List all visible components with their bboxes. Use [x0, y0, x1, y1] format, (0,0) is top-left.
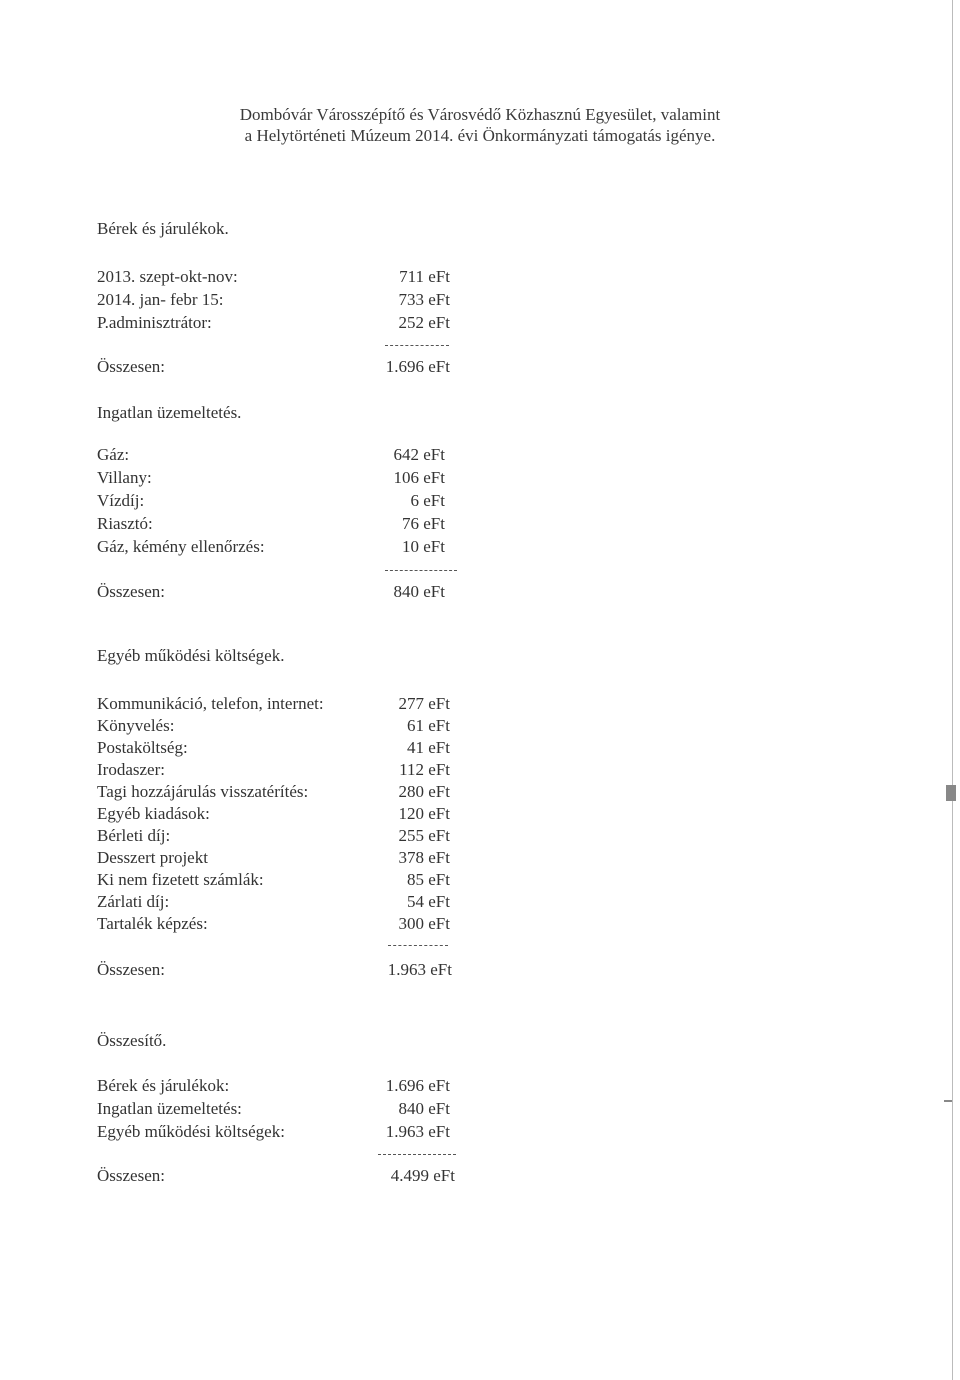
egyeb-total-amount: 1.963 eFt — [387, 960, 452, 979]
ingatlan-item-label: Vízdíj: — [97, 491, 145, 510]
berek-item-amount: 252 eFt — [398, 313, 450, 332]
ingatlan-item-label: Riasztó: — [97, 514, 153, 533]
berek-item-label: 2013. szept-okt-nov: — [97, 267, 238, 286]
section-heading-ingatlan: Ingatlan üzemeltetés. — [97, 403, 242, 422]
osszesito-item-label: Egyéb működési költségek: — [97, 1122, 285, 1141]
ingatlan-total-amount: 840 eFt — [393, 582, 445, 601]
egyeb-item-amount: 41 eFt — [407, 738, 450, 757]
berek-item-label: 2014. jan- febr 15: — [97, 290, 224, 309]
section-heading-osszesito: Összesítő. — [97, 1031, 167, 1050]
berek-total-label: Összesen: — [97, 357, 165, 376]
berek-item-label: P.adminisztrátor: — [97, 313, 212, 332]
ingatlan-total-label: Összesen: — [97, 582, 165, 601]
egyeb-item-amount: 300 eFt — [398, 914, 450, 933]
egyeb-item-label: Desszert projekt — [97, 848, 208, 867]
egyeb-item-label: Tagi hozzájárulás visszatérítés: — [97, 782, 309, 801]
egyeb-item-label: Zárlati díj: — [97, 892, 170, 911]
egyeb-item-label: Postaköltség: — [97, 738, 188, 757]
scan-artifact — [944, 1100, 952, 1102]
ingatlan-item-amount: 642 eFt — [393, 445, 445, 464]
egyeb-item-amount: 255 eFt — [398, 826, 450, 845]
egyeb-item-amount: 112 eFt — [399, 760, 450, 779]
osszesito-total-amount: 4.499 eFt — [390, 1166, 455, 1185]
sum-divider — [385, 345, 449, 346]
berek-item-amount: 733 eFt — [398, 290, 450, 309]
osszesito-item-amount: 1.696 eFt — [385, 1076, 450, 1095]
ingatlan-item-amount: 106 eFt — [393, 468, 445, 487]
egyeb-item-amount: 54 eFt — [407, 892, 450, 911]
document-title — [180, 104, 780, 146]
egyeb-item-amount: 280 eFt — [398, 782, 450, 801]
sum-divider — [385, 570, 457, 571]
ingatlan-item-amount: 10 eFt — [402, 537, 445, 556]
ingatlan-item-label: Gáz, kémény ellenőrzés: — [97, 537, 265, 556]
scan-edge-line — [952, 0, 953, 1380]
ingatlan-item-label: Villany: — [97, 468, 152, 487]
berek-item-amount: 711 eFt — [399, 267, 450, 286]
egyeb-item-label: Kommunikáció, telefon, internet: — [97, 694, 324, 713]
egyeb-item-label: Irodaszer: — [97, 760, 165, 779]
egyeb-item-amount: 85 eFt — [407, 870, 450, 889]
egyeb-item-amount: 120 eFt — [398, 804, 450, 823]
section-heading-egyeb: Egyéb működési költségek. — [97, 646, 285, 665]
egyeb-item-label: Ki nem fizetett számlák: — [97, 870, 264, 889]
egyeb-item-label: Könyvelés: — [97, 716, 175, 735]
egyeb-item-amount: 277 eFt — [398, 694, 450, 713]
osszesito-item-amount: 840 eFt — [398, 1099, 450, 1118]
berek-total-amount: 1.696 eFt — [385, 357, 450, 376]
section-heading-berek: Bérek és járulékok. — [97, 219, 229, 238]
title-line-2: a Helytörténeti Múzeum 2014. évi Önkormányzati támogatás igénye. — [244, 126, 716, 145]
ingatlan-item-amount: 6 eFt — [410, 491, 445, 510]
sum-divider — [378, 1154, 456, 1155]
egyeb-item-label: Egyéb kiadások: — [97, 804, 210, 823]
egyeb-item-amount: 61 eFt — [407, 716, 450, 735]
osszesito-item-amount: 1.963 eFt — [385, 1122, 450, 1141]
osszesito-item-label: Bérek és járulékok: — [97, 1076, 230, 1095]
osszesito-total-label: Összesen: — [97, 1166, 165, 1185]
title-line-1: Dombóvár Városszépítő és Városvédő Közhasznú Egyesület, valamint — [239, 105, 721, 124]
egyeb-item-label: Tartalék képzés: — [97, 914, 208, 933]
osszesito-item-label: Ingatlan üzemeltetés: — [97, 1099, 242, 1118]
egyeb-item-label: Bérleti díj: — [97, 826, 171, 845]
ingatlan-item-amount: 76 eFt — [402, 514, 445, 533]
ingatlan-item-label: Gáz: — [97, 445, 130, 464]
sum-divider — [388, 945, 448, 946]
egyeb-total-label: Összesen: — [97, 960, 165, 979]
egyeb-item-amount: 378 eFt — [398, 848, 450, 867]
scan-artifact — [946, 785, 956, 801]
